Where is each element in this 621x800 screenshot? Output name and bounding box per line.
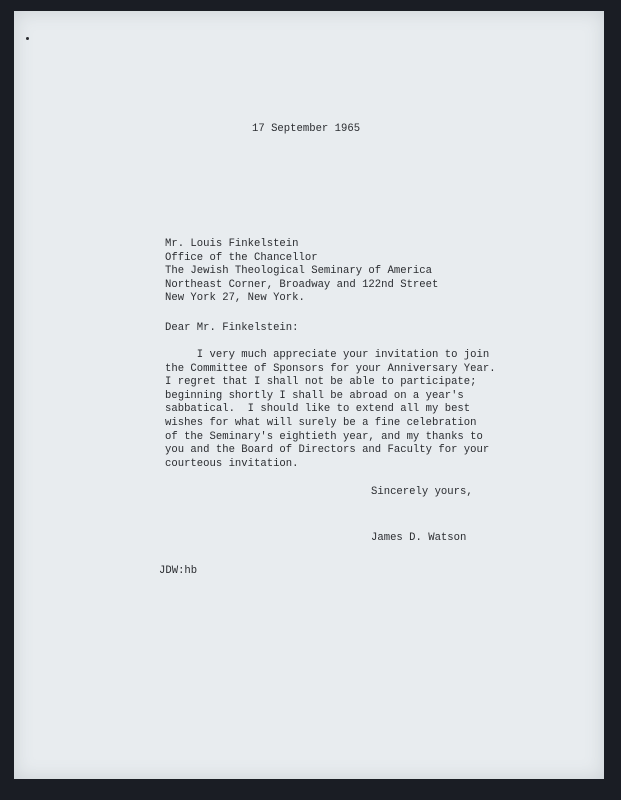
signature-name: James D. Watson	[371, 532, 467, 544]
address-line: New York 27, New York.	[165, 292, 305, 305]
address-line: Mr. Louis Finkelstein	[165, 238, 299, 250]
closing: Sincerely yours,	[371, 486, 473, 498]
address-line: Office of the Chancellor	[165, 251, 318, 264]
body-line: beginning shortly I shall be abroad on a year's	[165, 389, 464, 402]
body-line: courteous invitation.	[165, 457, 299, 470]
recipient-address	[165, 238, 438, 306]
typist-initials: JDW:hb	[159, 565, 198, 577]
letter-date: 17 September 1965	[252, 123, 361, 135]
body-line: I regret that I shall not be able to participate;	[165, 376, 477, 389]
body-line: the Committee of Sponsors for your Anniversary Year.	[165, 362, 496, 375]
address-line: Northeast Corner, Broadway and 122nd Street	[165, 278, 439, 291]
letter-body	[165, 349, 496, 471]
body-line: of the Seminary's eightieth year, and my thanks to	[165, 430, 483, 443]
salutation: Dear Mr. Finkelstein:	[165, 322, 299, 334]
body-line: wishes for what will surely be a fine celebration	[165, 416, 477, 429]
ink-speck	[26, 37, 29, 40]
body-line: sabbatical. I should like to extend all my best	[165, 403, 471, 416]
address-line: The Jewish Theological Seminary of America	[165, 265, 433, 278]
body-line: I very much appreciate your invitation to join	[165, 349, 490, 361]
body-line: you and the Board of Directors and Faculty for your	[165, 444, 490, 457]
letter-page	[14, 11, 604, 779]
